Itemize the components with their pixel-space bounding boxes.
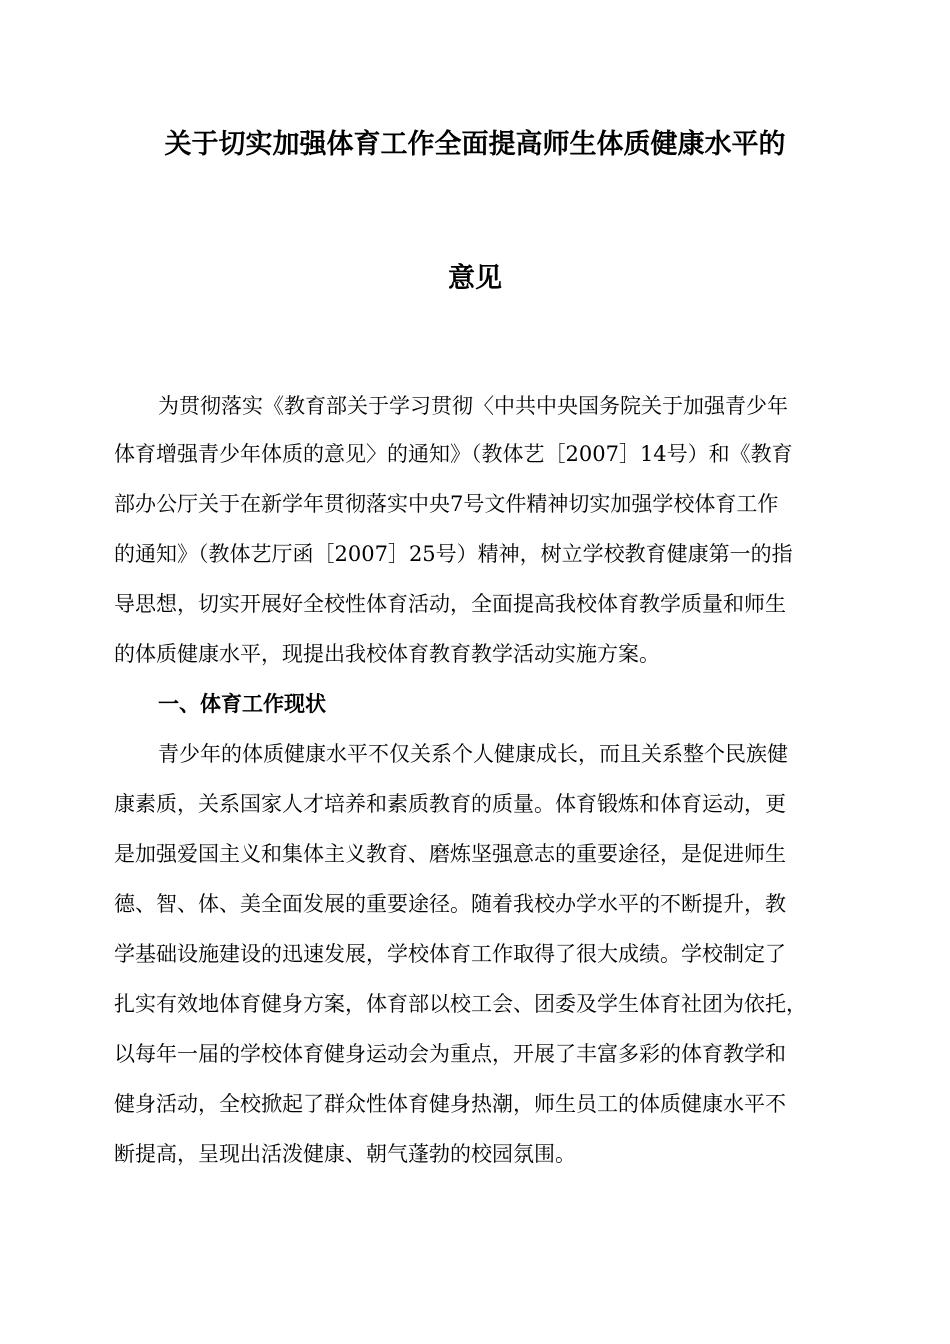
paragraph-2-line: 康素质，关系国家人才培养和素质教育的质量。体育锻炼和体育运动，更 — [114, 792, 786, 816]
paragraph-1-line: 的通知》（教体艺厅函［2007］25号）精神，树立学校教育健康第一的指 — [114, 542, 793, 566]
paragraph-2-line: 德、智、体、美全面发展的重要途径。随着我校办学水平的不断提升，教 — [114, 892, 786, 916]
paragraph-1-line: 导思想，切实开展好全校性体育活动，全面提高我校体育教学质量和师生 — [114, 592, 786, 616]
document-title-line-2: 意见 — [448, 263, 502, 294]
paragraph-2-line: 学基础设施建设的迅速发展，学校体育工作取得了很大成绩。学校制定了 — [114, 942, 786, 966]
document-title-line-1: 关于切实加强体育工作全面提高师生体质健康水平的 — [164, 129, 786, 160]
paragraph-2-line: 青少年的体质健康水平不仅关系个人健康成长，而且关系整个民族健 — [158, 742, 788, 766]
paragraph-2-line: 健身活动，全校掀起了群众性体育健身热潮，师生员工的体质健康水平不 — [114, 1092, 786, 1116]
paragraph-2-line: 是加强爱国主义和集体主义教育、磨炼坚强意志的重要途径，是促进师生 — [114, 842, 786, 866]
paragraph-1-line: 部办公厅关于在新学年贯彻落实中央7号文件精神切实加强学校体育工作 — [114, 492, 779, 516]
paragraph-2-line: 断提高，呈现出活泼健康、朝气蓬勃的校园氛围。 — [114, 1142, 576, 1166]
paragraph-2-line: 以每年一届的学校体育健身运动会为重点，开展了丰富多彩的体育教学和 — [114, 1042, 786, 1066]
section-heading: 一、体育工作现状 — [158, 692, 326, 716]
paragraph-1-line: 的体质健康水平，现提出我校体育教育教学活动实施方案。 — [114, 642, 660, 666]
paragraph-1-line: 为贯彻落实《教育部关于学习贯彻〈中共中央国务院关于加强青少年 — [158, 394, 788, 418]
paragraph-2-line: 扎实有效地体育健身方案，体育部以校工会、团委及学生体育社团为依托， — [114, 992, 807, 1016]
paragraph-1-line: 体育增强青少年体质的意见〉的通知》（教体艺［2007］14号）和《教育 — [114, 442, 793, 466]
